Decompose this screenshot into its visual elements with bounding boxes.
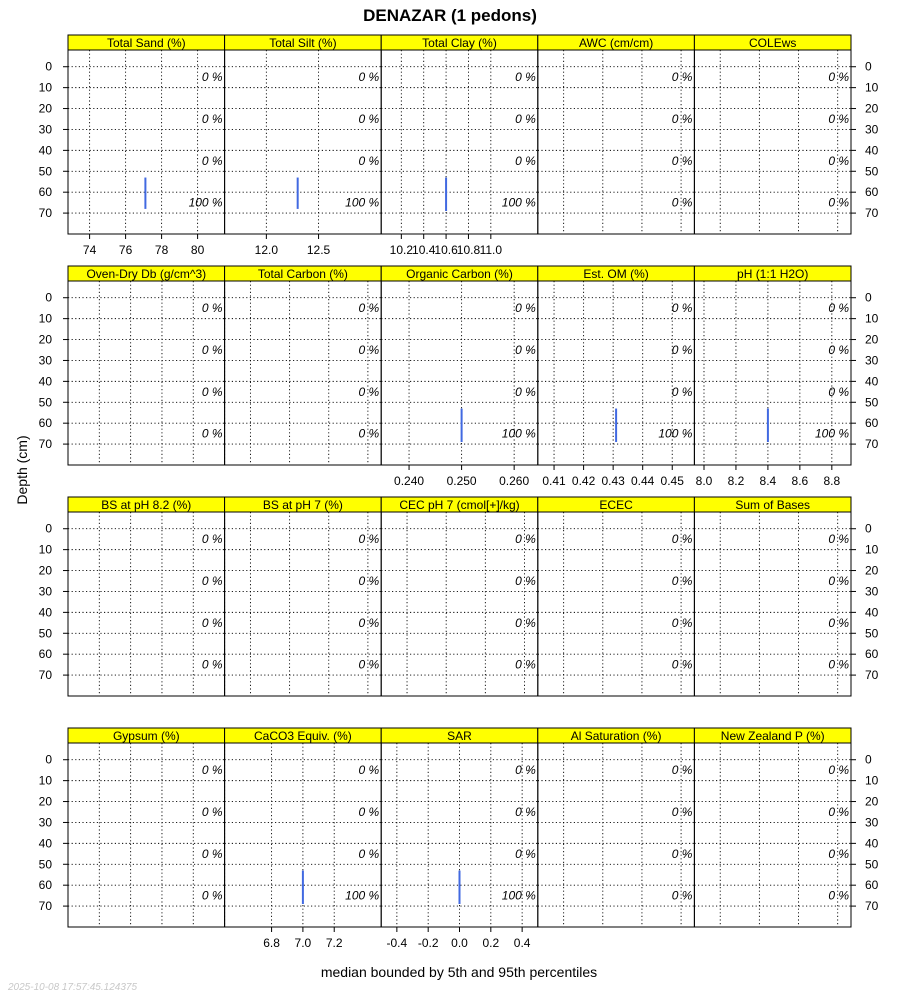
x-tick-label: 7.0 bbox=[294, 936, 312, 950]
panel-strip-label: pH (1:1 H2O) bbox=[737, 267, 809, 281]
y-tick-label: 40 bbox=[865, 374, 879, 389]
percent-label: 0 % bbox=[201, 301, 223, 316]
y-tick-label: 70 bbox=[865, 899, 879, 914]
y-tick-label: 40 bbox=[38, 836, 52, 851]
percent-label: 0 % bbox=[515, 846, 536, 861]
panel-strip-label: SAR bbox=[447, 729, 472, 743]
y-tick-label: 20 bbox=[865, 563, 879, 578]
x-tick-label: 78 bbox=[154, 243, 169, 257]
x-tick-label: 10.8 bbox=[456, 243, 481, 257]
percent-label: 0 % bbox=[671, 343, 693, 357]
panel-strip-label: Total Carbon (%) bbox=[257, 267, 348, 281]
percent-label: 0 % bbox=[201, 384, 223, 399]
percent-label: 0 % bbox=[358, 532, 380, 547]
percent-label: 0 % bbox=[671, 384, 693, 399]
y-tick-label: 60 bbox=[865, 416, 879, 431]
panel bbox=[381, 497, 538, 696]
percent-label: 0 % bbox=[358, 384, 380, 399]
percent-label: 0 % bbox=[358, 763, 380, 778]
y-tick-label: 70 bbox=[865, 206, 879, 221]
percent-label: 0 % bbox=[515, 301, 536, 316]
y-tick-label: 30 bbox=[38, 353, 52, 368]
x-tick-label: 8.8 bbox=[823, 474, 841, 488]
percent-label: 100 % bbox=[501, 888, 536, 903]
y-tick-label: 40 bbox=[865, 836, 879, 851]
percent-label: 0 % bbox=[671, 70, 693, 85]
y-tick-label: 20 bbox=[38, 563, 52, 578]
y-tick-label: 30 bbox=[865, 815, 879, 830]
percent-label: 100 % bbox=[501, 195, 536, 210]
percent-label: 0 % bbox=[671, 805, 693, 819]
y-tick-label: 30 bbox=[865, 353, 879, 368]
x-tick-label: 0.43 bbox=[601, 474, 625, 488]
percent-label: 0 % bbox=[358, 301, 380, 316]
percent-label: 100 % bbox=[658, 426, 693, 441]
panel-strip-label: Oven-Dry Db (g/cm^3) bbox=[86, 267, 207, 281]
x-tick-label: 12.0 bbox=[254, 243, 279, 257]
percent-label: 0 % bbox=[515, 763, 536, 778]
y-tick-label: 40 bbox=[38, 143, 52, 158]
percent-label: 0 % bbox=[358, 846, 380, 861]
x-tick-label: 0.42 bbox=[571, 474, 596, 488]
panel bbox=[39, 35, 225, 257]
percent-label: 0 % bbox=[671, 888, 693, 903]
timestamp-label: 2025-10-08 17:57:45.124375 bbox=[8, 982, 138, 993]
x-tick-label: 10.6 bbox=[434, 243, 458, 257]
percent-label: 0 % bbox=[828, 343, 849, 357]
percent-label: 0 % bbox=[671, 763, 693, 778]
y-tick-label: 30 bbox=[865, 122, 879, 137]
panel bbox=[381, 35, 538, 257]
x-tick-label: -0.2 bbox=[417, 936, 439, 950]
y-tick-label: 10 bbox=[865, 542, 879, 557]
percent-label: 0 % bbox=[201, 426, 223, 441]
y-tick-label: 70 bbox=[38, 668, 52, 683]
y-tick-label: 10 bbox=[38, 773, 52, 788]
panel-strip-label: Est. OM (%) bbox=[583, 267, 649, 281]
x-tick-label: 74 bbox=[82, 243, 97, 257]
percent-label: 0 % bbox=[828, 846, 849, 861]
y-tick-label: 40 bbox=[865, 143, 879, 158]
panels-grid bbox=[39, 35, 879, 950]
x-tick-label: 0.41 bbox=[542, 474, 566, 488]
percent-label: 100 % bbox=[188, 195, 223, 210]
x-tick-label: 10.2 bbox=[389, 243, 414, 257]
percent-label: 0 % bbox=[515, 384, 536, 399]
chart-title: DENAZAR (1 pedons) bbox=[363, 6, 537, 25]
panel bbox=[538, 266, 695, 488]
panel-strip-label: CEC pH 7 (cmol[+]/kg) bbox=[399, 498, 520, 512]
percent-label: 0 % bbox=[201, 70, 223, 85]
percent-label: 0 % bbox=[201, 846, 223, 861]
panel bbox=[381, 728, 538, 950]
percent-label: 100 % bbox=[501, 426, 536, 441]
percent-label: 0 % bbox=[515, 532, 536, 547]
percent-label: 0 % bbox=[828, 153, 849, 168]
x-tick-label: 76 bbox=[118, 243, 133, 257]
percent-label: 0 % bbox=[828, 574, 849, 588]
percent-label: 0 % bbox=[201, 153, 223, 168]
x-tick-label: 0.260 bbox=[499, 474, 530, 488]
percent-label: 0 % bbox=[671, 195, 693, 210]
y-tick-label: 30 bbox=[38, 122, 52, 137]
percent-label: 0 % bbox=[358, 153, 380, 168]
x-tick-label: 0.240 bbox=[394, 474, 425, 488]
percent-label: 0 % bbox=[671, 532, 693, 547]
y-tick-label: 0 bbox=[865, 59, 872, 74]
x-tick-label: 8.6 bbox=[791, 474, 809, 488]
panel bbox=[225, 35, 382, 257]
panel-strip-label: Total Clay (%) bbox=[422, 36, 497, 50]
percent-label: 0 % bbox=[671, 153, 693, 168]
percent-label: 0 % bbox=[201, 112, 223, 126]
x-tick-label: 0.2 bbox=[482, 936, 500, 950]
y-tick-label: 50 bbox=[865, 164, 879, 179]
y-tick-label: 10 bbox=[38, 311, 52, 326]
percent-label: 0 % bbox=[358, 657, 380, 672]
x-tick-label: 8.4 bbox=[759, 474, 777, 488]
y-tick-label: 70 bbox=[865, 437, 879, 452]
y-tick-label: 30 bbox=[38, 584, 52, 599]
panel-strip-label: Organic Carbon (%) bbox=[406, 267, 513, 281]
panel bbox=[694, 497, 878, 696]
percent-label: 0 % bbox=[671, 657, 693, 672]
y-tick-label: 70 bbox=[38, 899, 52, 914]
x-tick-label: 8.2 bbox=[727, 474, 745, 488]
panel-strip-label: BS at pH 8.2 (%) bbox=[101, 498, 192, 512]
x-tick-label: 0.4 bbox=[513, 936, 531, 950]
x-axis-title: median bounded by 5th and 95th percentiles bbox=[320, 964, 598, 980]
percent-label: 0 % bbox=[515, 70, 536, 85]
percent-label: 0 % bbox=[358, 574, 380, 588]
y-tick-label: 60 bbox=[865, 647, 879, 662]
panel bbox=[39, 497, 225, 696]
y-tick-label: 60 bbox=[865, 185, 879, 200]
y-tick-label: 60 bbox=[865, 878, 879, 893]
y-tick-label: 0 bbox=[45, 290, 52, 305]
panel bbox=[225, 266, 382, 465]
y-tick-label: 50 bbox=[865, 857, 879, 872]
panel-strip-label: New Zealand P (%) bbox=[720, 729, 825, 743]
y-tick-label: 20 bbox=[38, 332, 52, 347]
percent-label: 0 % bbox=[828, 384, 849, 399]
x-tick-label: 6.8 bbox=[263, 936, 280, 950]
y-tick-label: 40 bbox=[38, 374, 52, 389]
panel-strip-label: Total Sand (%) bbox=[106, 36, 186, 50]
percent-label: 0 % bbox=[828, 532, 849, 547]
percent-label: 0 % bbox=[515, 657, 536, 672]
y-axis-title: Depth (cm) bbox=[14, 435, 30, 505]
y-tick-label: 10 bbox=[865, 773, 879, 788]
percent-label: 0 % bbox=[828, 112, 849, 126]
percent-label: 100 % bbox=[345, 888, 380, 903]
percent-label: 0 % bbox=[671, 615, 693, 630]
percent-label: 0 % bbox=[358, 112, 380, 126]
y-tick-label: 60 bbox=[38, 878, 52, 893]
y-tick-label: 10 bbox=[38, 542, 52, 557]
y-tick-label: 0 bbox=[45, 752, 52, 767]
x-tick-label: 12.5 bbox=[306, 243, 331, 257]
percent-label: 0 % bbox=[515, 805, 536, 819]
y-tick-label: 0 bbox=[45, 59, 52, 74]
percent-label: 0 % bbox=[358, 70, 380, 85]
percent-label: 0 % bbox=[201, 615, 223, 630]
panel bbox=[538, 497, 695, 696]
percent-label: 0 % bbox=[515, 112, 536, 126]
panel-strip-label: Gypsum (%) bbox=[112, 729, 180, 743]
percent-label: 0 % bbox=[515, 574, 536, 588]
x-tick-label: 7.2 bbox=[325, 936, 343, 950]
y-tick-label: 70 bbox=[38, 437, 52, 452]
y-tick-label: 50 bbox=[38, 395, 52, 410]
y-tick-label: 60 bbox=[38, 416, 52, 431]
x-tick-label: 11.0 bbox=[479, 243, 503, 257]
panel bbox=[381, 266, 538, 488]
y-tick-label: 30 bbox=[865, 584, 879, 599]
percent-label: 0 % bbox=[828, 615, 849, 630]
percent-label: 0 % bbox=[201, 574, 223, 588]
y-tick-label: 20 bbox=[38, 101, 52, 116]
x-tick-label: 0.0 bbox=[451, 936, 468, 950]
percent-label: 0 % bbox=[828, 805, 849, 819]
y-tick-label: 0 bbox=[45, 521, 52, 536]
panel bbox=[694, 266, 878, 488]
percent-label: 0 % bbox=[828, 888, 849, 903]
y-tick-label: 60 bbox=[38, 647, 52, 662]
x-tick-label: 10.4 bbox=[412, 243, 436, 257]
y-tick-label: 60 bbox=[38, 185, 52, 200]
percent-label: 0 % bbox=[671, 846, 693, 861]
percent-label: 0 % bbox=[201, 657, 223, 672]
panel-strip-label: CaCO3 Equiv. (%) bbox=[253, 729, 352, 743]
panel-strip-label: AWC (cm/cm) bbox=[578, 36, 654, 50]
percent-label: 0 % bbox=[828, 70, 849, 85]
panel-strip-label: Sum of Bases bbox=[735, 498, 811, 512]
y-tick-label: 20 bbox=[38, 794, 52, 809]
panel bbox=[538, 35, 695, 234]
percent-label: 0 % bbox=[828, 657, 849, 672]
percent-label: 0 % bbox=[358, 805, 380, 819]
y-tick-label: 50 bbox=[38, 857, 52, 872]
y-tick-label: 40 bbox=[865, 605, 879, 620]
percent-label: 0 % bbox=[828, 301, 849, 316]
percent-label: 0 % bbox=[828, 763, 849, 778]
percent-label: 0 % bbox=[515, 615, 536, 630]
percent-label: 0 % bbox=[358, 343, 380, 357]
y-tick-label: 0 bbox=[865, 290, 872, 305]
x-tick-label: 80 bbox=[190, 243, 205, 257]
percent-label: 0 % bbox=[201, 888, 223, 903]
y-tick-label: 10 bbox=[865, 311, 879, 326]
y-tick-label: 0 bbox=[865, 752, 872, 767]
percent-label: 0 % bbox=[671, 574, 693, 588]
y-tick-label: 40 bbox=[38, 605, 52, 620]
percent-label: 0 % bbox=[201, 532, 223, 547]
y-tick-label: 50 bbox=[865, 395, 879, 410]
y-tick-label: 20 bbox=[865, 101, 879, 116]
percent-label: 0 % bbox=[201, 805, 223, 819]
panel bbox=[39, 728, 225, 927]
panel bbox=[694, 728, 878, 927]
x-tick-label: 8.0 bbox=[695, 474, 713, 488]
panel-strip-label: COLEws bbox=[749, 36, 797, 50]
panel-strip-label: ECEC bbox=[599, 498, 633, 512]
y-tick-label: 0 bbox=[865, 521, 872, 536]
percent-label: 0 % bbox=[201, 763, 223, 778]
y-tick-label: 50 bbox=[38, 626, 52, 641]
y-tick-label: 50 bbox=[865, 626, 879, 641]
percent-label: 0 % bbox=[671, 301, 693, 316]
y-tick-label: 20 bbox=[865, 332, 879, 347]
percent-label: 0 % bbox=[358, 615, 380, 630]
panel bbox=[538, 728, 695, 927]
y-tick-label: 50 bbox=[38, 164, 52, 179]
y-tick-label: 70 bbox=[865, 668, 879, 683]
x-tick-label: 0.250 bbox=[446, 474, 477, 488]
percent-label: 0 % bbox=[828, 195, 849, 210]
panel-strip-label: BS at pH 7 (%) bbox=[262, 498, 343, 512]
y-tick-label: 20 bbox=[865, 794, 879, 809]
y-tick-label: 70 bbox=[38, 206, 52, 221]
panel-strip-label: Al Saturation (%) bbox=[570, 729, 662, 743]
panel bbox=[39, 266, 225, 465]
percent-label: 0 % bbox=[515, 343, 536, 357]
panel bbox=[225, 728, 382, 950]
percent-label: 0 % bbox=[671, 112, 693, 126]
x-tick-label: 0.44 bbox=[631, 474, 655, 488]
percent-label: 100 % bbox=[814, 426, 849, 441]
panel bbox=[694, 35, 878, 234]
x-tick-label: 0.45 bbox=[660, 474, 684, 488]
y-tick-label: 10 bbox=[38, 80, 52, 95]
percent-label: 0 % bbox=[358, 426, 380, 441]
percent-label: 0 % bbox=[515, 153, 536, 168]
percent-label: 100 % bbox=[345, 195, 380, 210]
panel bbox=[225, 497, 382, 696]
y-tick-label: 30 bbox=[38, 815, 52, 830]
panel-strip-label: Total Silt (%) bbox=[269, 36, 337, 50]
y-tick-label: 10 bbox=[865, 80, 879, 95]
percent-label: 0 % bbox=[201, 343, 223, 357]
x-tick-label: -0.4 bbox=[386, 936, 408, 950]
